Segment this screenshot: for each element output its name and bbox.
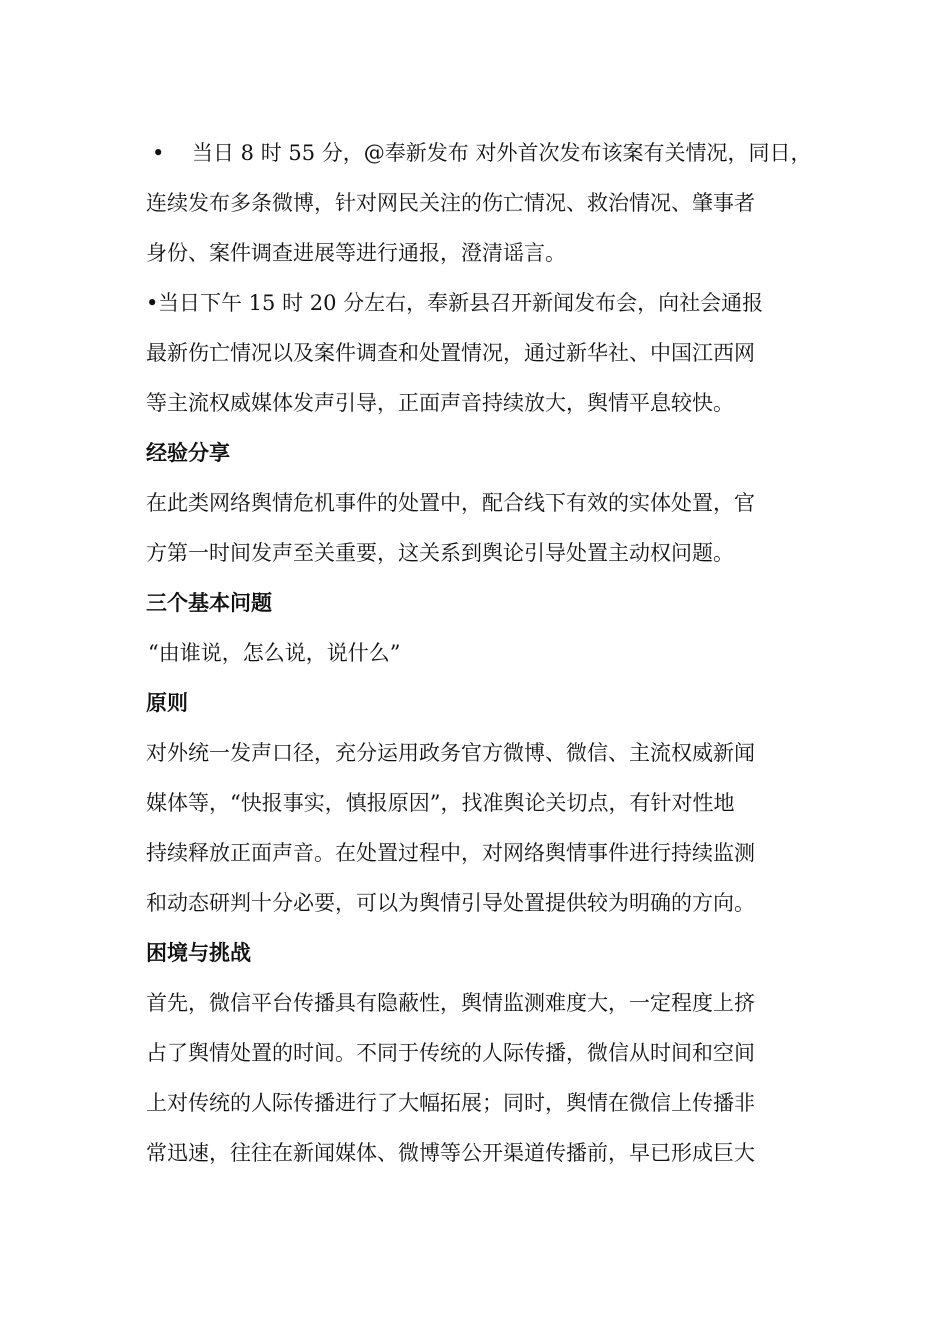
bullet-paragraph-2-line-3: 等主流权威媒体发声引导，正面声音持续放大，舆情平息较快。 [146, 391, 734, 415]
paragraph-experience-line-2: 方第一时间发声至关重要，这关系到舆论引导处置主动权问题。 [146, 541, 734, 565]
paragraph-principle-line-4: 和动态研判十分必要，可以为舆情引导处置提供较为明确的方向。 [146, 891, 755, 915]
bullet-paragraph-2-line-1 [146, 278, 806, 328]
paragraph-challenges-line-3: 上对传统的人际传播进行了大幅拓展；同时，舆情在微信上传播非 [146, 1091, 755, 1115]
section-heading-principle: 原则 [146, 691, 188, 715]
paragraph-experience-line-1: 在此类网络舆情危机事件的处置中，配合线下有效的实体处置，官 [146, 491, 755, 515]
paragraph-questions-line-1: “由谁说，怎么说，说什么” [148, 641, 401, 665]
paragraph-challenges-line-2: 占了舆情处置的时间。不同于传统的人际传播，微信从时间和空间 [146, 1041, 755, 1065]
section-heading-three-questions: 三个基本问题 [146, 591, 272, 615]
document-page [146, 128, 812, 1178]
paragraph-principle-line-1: 对外统一发声口径，充分运用政务官方微博、微信、主流权威新闻 [146, 741, 755, 765]
bullet-paragraph-1-line-3: 身份、案件调查进展等进行通报，澄清谣言。 [146, 241, 566, 265]
paragraph-principle-line-3: 持续释放正面声音。在处置过程中，对网络舆情事件进行持续监测 [146, 841, 755, 865]
paragraph-challenges-line-1: 首先，微信平台传播具有隐蔽性，舆情监测难度大，一定程度上挤 [146, 991, 755, 1015]
paragraph-challenges-line-4: 常迅速，往往在新闻媒体、微博等公开渠道传播前，早已形成巨大 [146, 1141, 755, 1165]
bullet-icon: • [146, 291, 159, 315]
bullet-paragraph-1-line-1 [146, 128, 812, 178]
section-heading-experience: 经验分享 [146, 441, 230, 465]
bullet-icon: • [152, 141, 165, 165]
bullet-paragraph-1-line-2: 连续发布多条微博，针对网民关注的伤亡情况、救治情况、肇事者 [146, 191, 755, 215]
paragraph-principle-line-2: 媒体等，“快报事实，慎报原因”，找准舆论关切点，有针对性地 [146, 791, 735, 815]
text-line: 当日 8 时 55 分，@奉新发布 对外首次发布该案有关情况，同日， [192, 141, 812, 165]
section-heading-challenges: 困境与挑战 [146, 941, 251, 965]
text-line: 当日下午 15 时 20 分左右，奉新县召开新闻发布会，向社会通报 [158, 291, 764, 315]
bullet-paragraph-2-line-2: 最新伤亡情况以及案件调查和处置情况，通过新华社、中国江西网 [146, 341, 755, 365]
